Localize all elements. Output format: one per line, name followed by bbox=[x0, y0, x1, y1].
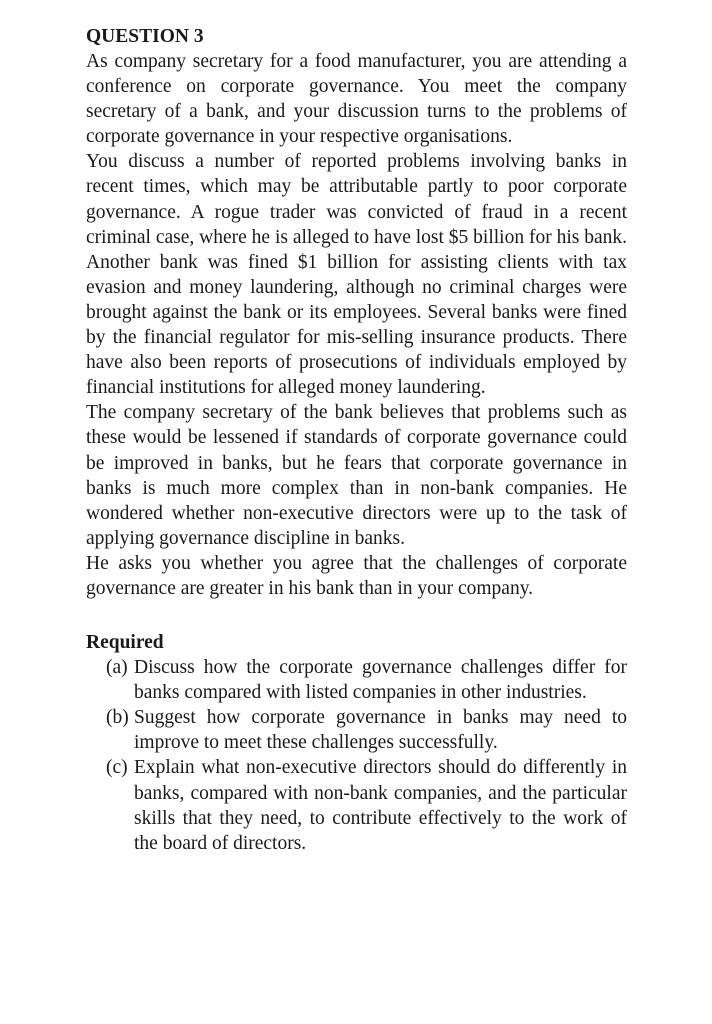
question-title: QUESTION 3 bbox=[86, 26, 204, 47]
required-item-c bbox=[106, 755, 627, 855]
scenario-paragraph-2: You discuss a number of reported problems involving banks in recent times, which may be attributable partly to poor corporate governance. A rogue trader was convicted of fraud in a recent criminal case, where he is alleged to have lost $5 billion for his bank. Another bank was fined $1 billion for assisting clients with tax evasion and money laundering, although no criminal charges were brought against the bank or its employees. Several banks were fined by the financial regulator for mis-selling insurance products. There have also been reports of prosecutions of individuals employed by financial institutions for alleged money laundering. bbox=[86, 151, 627, 399]
required-item-marker: (b) bbox=[106, 707, 129, 729]
scenario-paragraph-4: He asks you whether you agree that the challenges of corporate governance are greater in his bank than in your company. bbox=[86, 552, 627, 599]
required-heading: Required bbox=[86, 632, 164, 654]
required-item-a bbox=[106, 655, 627, 705]
question-document bbox=[86, 24, 627, 856]
required-item-marker: (c) bbox=[106, 757, 128, 779]
required-item-marker: (a) bbox=[106, 657, 128, 679]
required-list bbox=[86, 655, 627, 856]
scenario-paragraph-3: The company secretary of the bank believes that problems such as these would be lessened if standards of corporate governance could be improved in banks, but he fears that corporate governance in banks is much more complex than in non-bank companies. He wondered whether non-executive directors were up to the task of applying governance discipline in banks. bbox=[86, 402, 627, 549]
required-item-text: Explain what non-executive directors should do differently in banks, compared with non-bank companies, and the particular skills that they need, to contribute effectively to the work of the board of directors. bbox=[134, 757, 627, 854]
scenario-paragraph-1: As company secretary for a food manufacturer, you are attending a conference on corporate governance. You meet the company secretary of a bank, and your discussion turns to the problems of corporate governance in your respective organisations. bbox=[86, 51, 627, 148]
required-item-text: Suggest how corporate governance in banks may need to improve to meet these challenges successfully. bbox=[134, 707, 627, 754]
required-item-b bbox=[106, 705, 627, 755]
required-item-text: Discuss how the corporate governance challenges differ for banks compared with listed companies in other industries. bbox=[134, 657, 627, 704]
